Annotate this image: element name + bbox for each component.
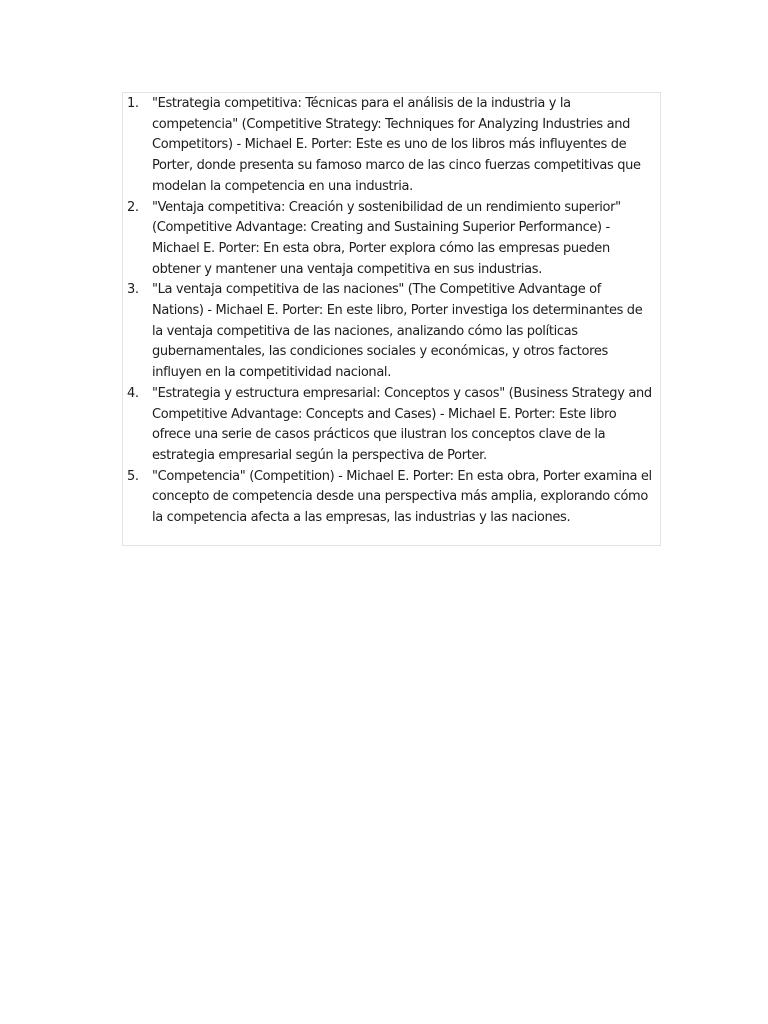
- book-list: [127, 94, 656, 529]
- list-item-text: "Estrategia y estructura empresarial: Conceptos y casos" (Business Strategy and Competitive Advantage: Concepts and Cases) - Michael E. Porter: Este libro ofrece una serie de casos prácticos que ilustran los conceptos clave de la estrategia empresarial según la perspectiva de Porter.: [152, 385, 652, 463]
- list-item-text: "Competencia" (Competition) - Michael E. Porter: En esta obra, Porter examina el concepto de competencia desde una perspectiva más amplia, explorando cómo la competencia afecta a las empresas, las industrias y las naciones.: [152, 468, 652, 526]
- list-item-number: 3.: [127, 282, 139, 298]
- list-item-number: 1.: [127, 96, 139, 111]
- list-item-text: "La ventaja competitiva de las naciones" (The Competitive Advantage of Nations) - Michael E. Porter: En este libro, Porter investiga los determinantes de la ventaja competitiva de las naciones, analizando cómo las políticas gubernamentales, las condiciones sociales y económicas, y otros factores influyen en la competitividad nacional.: [152, 282, 643, 381]
- list-item: [127, 94, 656, 198]
- list-item: [127, 280, 656, 384]
- list-item-number: 5.: [127, 468, 139, 484]
- list-item: [127, 384, 656, 467]
- list-item-text: "Ventaja competitiva: Creación y sostenibilidad de un rendimiento superior" (Competitive Advantage: Creating and Sustaining Superior Performance) - Michael E. Porter: En esta obra, Porter explora cómo las empresas pueden obtener y mantener una ventaja competitiva en sus industrias.: [152, 199, 621, 277]
- list-item: [127, 198, 656, 281]
- list-item-text: "Estrategia competitiva: Técnicas para el análisis de la industria y la competencia" (Competitive Strategy: Techniques for Analyzing Industries and Competitors) - Michael E. Porter: Este es uno de los libros más influyentes de Porter, donde presenta su famoso marco de las cinco fuerzas competitivas que modelan la competencia en una industria.: [152, 96, 641, 194]
- list-item-number: 2.: [127, 199, 139, 215]
- book-list-box: [122, 92, 661, 546]
- list-item: [127, 467, 656, 529]
- list-item-number: 4.: [127, 385, 139, 401]
